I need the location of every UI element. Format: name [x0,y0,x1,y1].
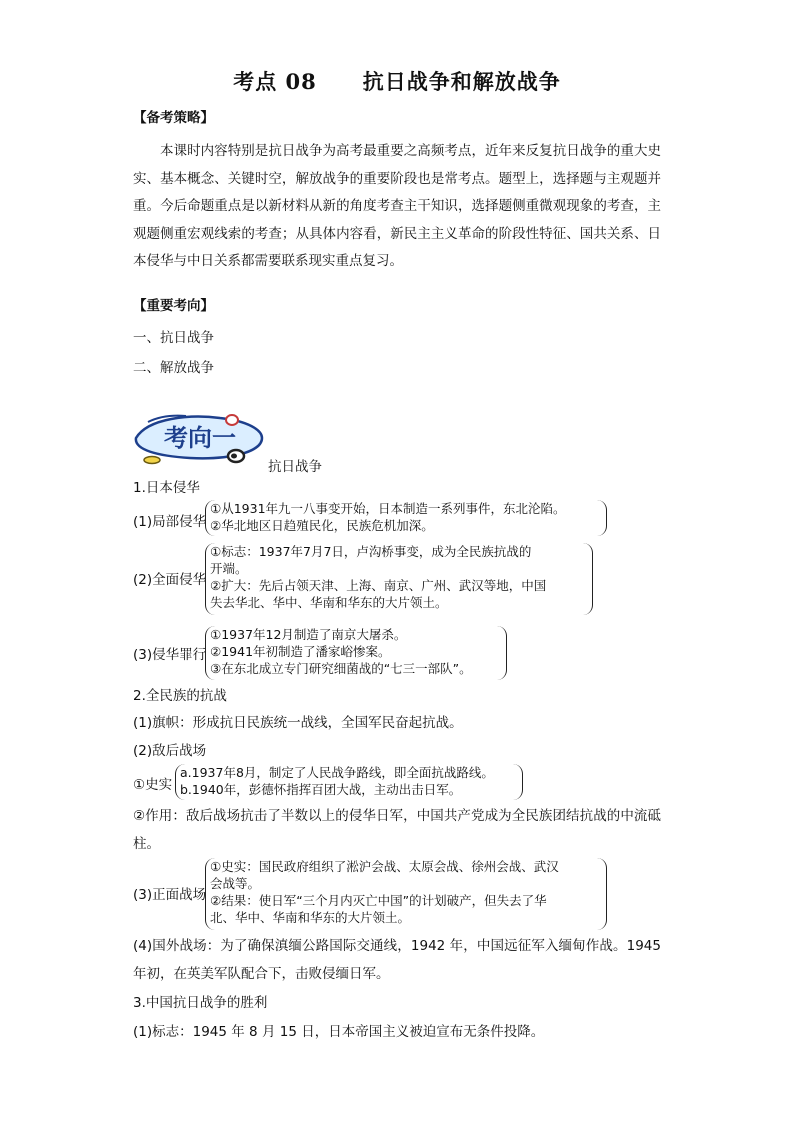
section-3-heading: 3.中国抗日战争的胜利 [133,995,268,1011]
rear-role-paragraph: ②作用：敌后战场抗击了半数以上的侵华日军，中国共产党成为全民族团结抗战的中流砥柱。 [133,808,661,852]
full-invasion-line-3: ②扩大：先后占领天津、上海、南京、广州、武汉等地，中国 [210,578,547,593]
local-invasion-line-1: ①从1931年九一八事变开始，日本制造一系列事件，东北沦陷。 [210,501,566,516]
victory-sign-line: (1)标志：1945 年 8 月 15 日，日本帝国主义被迫宣布无条件投降。 [133,1024,545,1040]
badge-graphic [130,408,270,468]
front-battlefield-label: (3)正面战场 [133,887,207,903]
rear-facts-label: ①史实 [133,777,173,793]
rear-facts-line-2: b.1940年，彭德怀指挥百团大战，主动出击日军。 [180,782,462,797]
crimes-line-3: ③在东北成立专门研究细菌战的“七三一部队”。 [210,661,472,676]
title-exam-point: 考点 08 [233,69,317,94]
full-invasion-line-4: 失去华北、华中、华南和华东的大片领土。 [210,595,448,610]
direction-item-1: 一、抗日战争 [133,330,214,346]
front-line-1: ①史实：国民政府组织了淞沪会战、太原会战、徐州会战、武汉 [210,859,559,874]
abroad-paragraph: (4)国外战场：为了确保滇缅公路国际交通线，1942 年，中国远征军入缅甸作战。1945 年初，在英美军队配合下，击败侵缅日军。 [133,938,661,982]
flag-line: (1)旗帜：形成抗日民族统一战线，全国军民奋起抗战。 [133,715,463,731]
front-line-2: 会战等。 [210,876,261,891]
badge-caption: 抗日战争 [268,459,322,475]
title-topic: 抗日战争和解放战争 [362,69,561,94]
rear-facts-line-1: a.1937年8月，制定了人民战争路线，即全面抗战路线。 [180,765,494,780]
crimes-line-2: ②1941年初制造了潘家峪惨案。 [210,644,391,659]
crimes-line-1: ①1937年12月制造了南京大屠杀。 [210,627,407,642]
front-line-3: ②结果：使日军“三个月内灭亡中国”的计划破产，但失去了华 [210,893,547,908]
rear-battlefield-heading: (2)敌后战场 [133,743,207,759]
badge-text: 考向一 [164,423,236,452]
local-invasion-line-2: ②华北地区日趋殖民化，民族危机加深。 [210,518,434,533]
strategy-paragraph: 本课时内容特别是抗日战争为高考最重要之高频考点，近年来反复抗日战争的重大史实、基本概念、关键时空，解放战争的重要阶段也是常考点。题型上，选择题与主观题并重。今后命题重点是以新材料从新的角度考查主干知识，选择题侧重微观现象的考查，主观题侧重宏观线索的考查；从具体内容看，新民主主义革命的阶段性特征、国共关系、日本侵华与中日关系都需要联系现实重点复习。 [133,143,661,269]
full-invasion-label: (2)全面侵华 [133,572,207,588]
front-line-4: 北、华中、华南和华东的大片领土。 [210,910,411,925]
direction-badge [130,408,270,468]
section-2-heading: 2.全民族的抗战 [133,688,227,704]
local-invasion-label: (1)局部侵华 [133,514,207,530]
directions-heading: 【重要考向】 [133,298,214,314]
section-1-heading: 1.日本侵华 [133,480,200,496]
crimes-label: (3)侵华罪行 [133,647,207,663]
full-invasion-line-1: ①标志：1937年7月7日，卢沟桥事变，成为全民族抗战的 [210,544,532,559]
strategy-heading: 【备考策略】 [133,110,214,126]
full-invasion-line-2: 开端。 [210,561,248,576]
page-title [0,66,794,96]
direction-item-2: 二、解放战争 [133,360,214,376]
